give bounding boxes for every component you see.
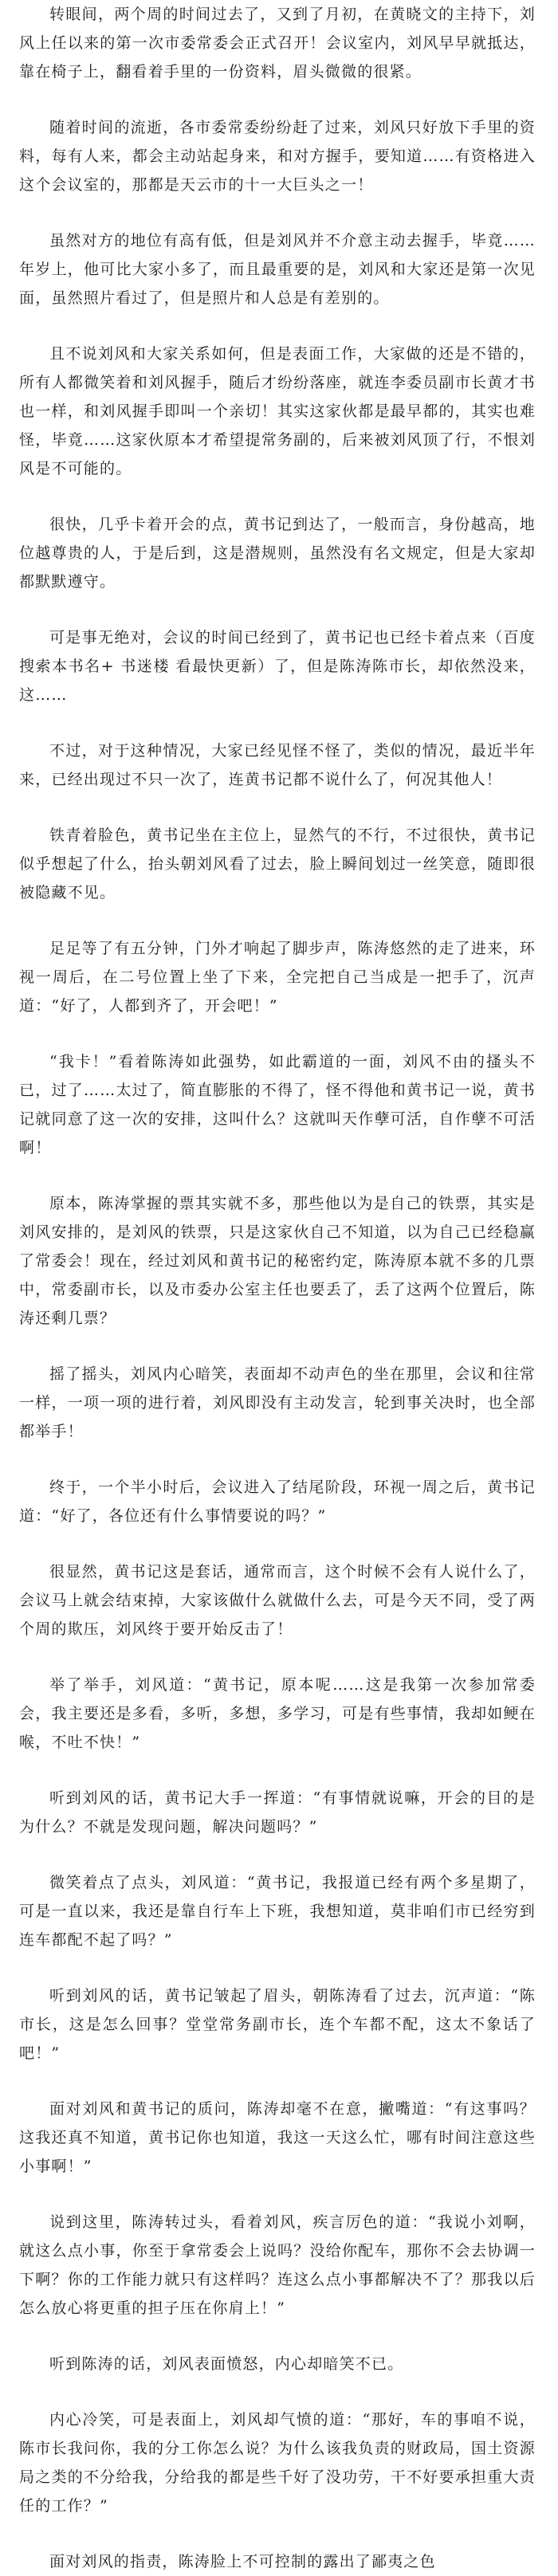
paragraph: 足足等了有五分钟，门外才响起了脚步声，陈涛悠然的走了进来，环视一周后，在二号位置上坐了下来，全完把自己当成是一把手了，沉声道：“好了，人都到齐了，开会吧！” <box>19 940 536 1015</box>
paragraph: 很显然，黄书记这是套话，通常而言，这个时候不会有人说什么了，会议马上就会结束掉，大家该做什么就做什么去，可是今天不同，受了两个周的欺压，刘风终于要开始反击了！ <box>19 1563 536 1638</box>
paragraph: 面对刘风的指责，陈涛脸上不可控制的露出了鄙夷之色 <box>49 2553 436 2570</box>
paragraph: 原本，陈涛掌握的票其实就不多，那些他以为是自己的铁票，其实是刘风安排的，是刘风的铁票，只是这家伙自己不知道，以为自己已经稳赢了常委会！现在，经过刘风和黄书记的秘密约定，陈涛原本就不多的几票中，常委副市长，以及市委办公室主任也要丢了，丢了这两个位置后，陈涛还剩几票？ <box>19 1195 536 1327</box>
paragraph: 不过，对于这种情况，大家已经见怪不怪了，类似的情况，最近半年来，已经出现过不只一次了，连黄书记都不说什么了，何况其他人！ <box>19 742 536 788</box>
paragraph: 听到刘风的话，黄书记大手一挥道：“有事情就说嘛，开会的目的是为什么？不就是发现问题，解决问题吗？” <box>19 1789 536 1836</box>
paragraph: 听到陈涛的话，刘风表面愤怒，内心却暗笑不已。 <box>49 2355 404 2373</box>
paragraph: 微笑着点了点头，刘风道：“黄书记，我报道已经有两个多星期了，可是一直以来，我还是靠自行车上下班，我想知道，莫非咱们市已经穷到连车都配不起了吗？” <box>19 1874 536 1949</box>
paragraph: 听到刘风的话，黄书记皱起了眉头，朝陈涛看了过去，沉声道：“陈市长，这是怎么回事？堂堂常务副市长，连个车都不配，这太不象话了吧！” <box>19 1987 536 2062</box>
paragraph: “我卡！”看着陈涛如此强势，如此霸道的一面，刘风不由的搔头不已，过了……太过了，简直膨胀的不得了，怪不得他和黄书记一说，黄书记就同意了这一次的安排，这叫什么？这就叫天作孽可活，自作孽不可活啊！ <box>19 1053 536 1156</box>
paragraph: 且不说刘风和大家关系如何，但是表面工作，大家做的还是不错的，所有人都微笑着和刘风握手，随后才纷纷落座，就连李委员副市长黄才书也一样，和刘风握手即叫一个亲切！其实这家伙都是最早都的，其实也难怪，毕竟……这家伙原本才希望提常务副的，后来被刘风顶了行，不恨刘风是不可能的。 <box>19 345 536 477</box>
paragraph: 面对刘风和黄书记的质问，陈涛却毫不在意，撇嘴道：“有这事吗？这我还真不知道，黄书记你也知道，我这一天这么忙，哪有时间注意这些小事啊！” <box>19 2100 536 2175</box>
paragraph: 转眼间，两个周的时间过去了，又到了月初，在黄晓文的主持下，刘风上任以来的第一次市委常委会正式召开！会议室内，刘风早早就抵达，靠在椅子上，翻看着手里的一份资料，眉头微微的很紧。 <box>19 6 536 80</box>
paragraph: 虽然对方的地位有高有低，但是刘风并不介意主动去握手，毕竟……年岁上，他可比大家小多了，而且最重要的是，刘风和大家还是第一次见面，虽然照片看过了，但是照片和人总是有差别的。 <box>19 232 536 307</box>
paragraph: 举了举手，刘风道：“黄书记，原本呢……这是我第一次参加常委会，我主要还是多看，多听，多想，多学习，可是有些事情，我却如鲠在喉，不吐不快！” <box>19 1676 536 1751</box>
paragraph: 内心冷笑，可是表面上，刘风却气愤的道：“那好，车的事咱不说，陈市长我问你，我的分工你怎么说？为什么该我负责的财政局，国土资源局之类的不分给我，分给我的都是些千好了没功劳，干不好要承担重大责任的工作？” <box>19 2411 536 2515</box>
paragraph: 可是事无绝对，会议的时间已经到了，黄书记也已经卡着点来（百度搜索本书名+ 书迷楼 看最快更新）了，但是陈涛陈市长，却依然没来，这…… <box>19 629 536 704</box>
paragraph: 铁青着脸色，黄书记坐在主位上，显然气的不行，不过很快，黄书记似乎想起了什么，抬头朝刘风看了过去，脸上瞬间划过一丝笑意，随即很被隐藏不见。 <box>19 827 536 901</box>
paragraph: 摇了摇头，刘风内心暗笑，表面却不动声色的坐在那里，会议和往常一样，一项一项的进行着，刘风即没有主动发言，轮到事关决时，也全部都举手！ <box>19 1365 536 1440</box>
paragraph: 随着时间的流逝，各市委常委纷纷赶了过来，刘风只好放下手里的资料，每有人来，都会主动站起身来，和对方握手，要知道……有资格进入这个会议室的，那都是天云市的十一大巨头之一！ <box>19 119 536 194</box>
paragraph: 说到这里，陈涛转过头，看着刘风，疾言厉色的道：“我说小刘啊，就这么点小事，你至于拿常委会上说吗？没给你配车，那你不会去协调一下啊？你的工作能力就只有这样吗？连这么点小事都解决不了？那我以后怎么放心将更重的担子压在你肩上！” <box>19 2213 536 2317</box>
paragraph: 终于，一个半小时后，会议进入了结尾阶段，环视一周之后，黄书记道：“好了，各位还有什么事情要说的吗？” <box>19 1478 536 1525</box>
paragraph: 很快，几乎卡着开会的点，黄书记到达了，一般而言，身份越高，地位越尊贵的人，于是后到，这是潜规则，虽然没有名文规定，但是大家却都默默遵守。 <box>19 516 536 591</box>
